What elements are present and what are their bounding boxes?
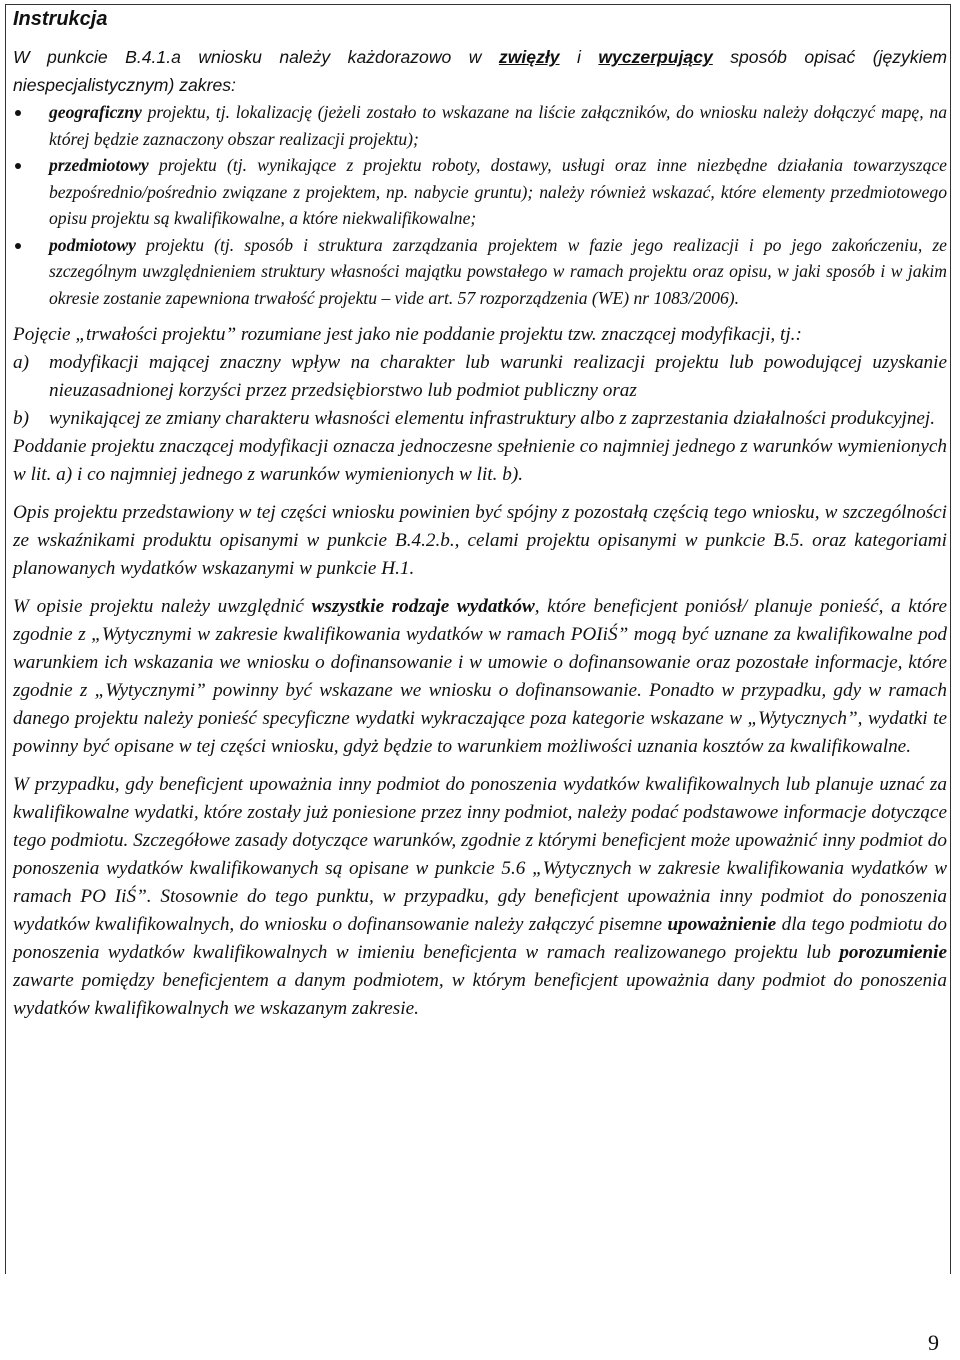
upow-bold-2: porozumienie: [839, 942, 947, 963]
trwalosc-paragraph: Pojęcie „trwałości projektu” rozumiane jest jako nie poddanie projektu tzw. znaczącej modyfikacji, tj.:: [13, 324, 802, 345]
intro-paragraph: [13, 43, 947, 99]
condition-b: [13, 405, 947, 433]
condition-a: [13, 349, 947, 405]
intro-underline-1: zwięzły: [498, 47, 560, 67]
intro-text-c: sposób opisać (językiem niespecjalistycznym) zakres:: [13, 47, 948, 95]
upow-text-c: zawarte pomiędzy beneficjentem a danym podmiotem, w którym beneficjent upoważnia dany podmiot do ponoszenia wydatków kwalifikowalnych we wskazanym zakresie.: [13, 970, 947, 1019]
upow-text-a: W przypadku, gdy beneficjent upoważnia inny podmiot do ponoszenia wydatków kwalifikowalnych lub planuje uznać za kwalifikowalne wydatki, które zostały już poniesione przez inny podmiot, należy podać podstawowe informacje dotyczące tego podmiotu. Szczegółowe zasady dotyczące warunków, zgodnie z którymi beneficjent może upoważnić inny podmiot do ponoszenia wydatków kwalifikowanych są opisane w punkcie 5.6 „Wytycznych w zakresie kwalifikowania wydatków w ramach PO IiŚ”. Stosownie do tego punktu, w przypadku, gdy beneficjent upoważnia inny podmiot do ponoszenia wydatków kwalifikowalnych, do wniosku o dofinansowanie należy załączyć pisemne: [13, 774, 947, 935]
wydatki-text-a: W opisie projektu należy uwzględnić: [13, 596, 312, 617]
bullet-text: projektu (tj. wynikające z projektu roboty, dostawy, usługi oraz inne niezbędne działania towarzyszące bezpośrednio/pośrednio związane z projektem, np. nabycie gruntu); należy również wskazać, które elementy przedmiotowego opisu projektu są kwalifikowalne, a które niekwalifikowalne;: [49, 155, 947, 228]
list-item: [13, 232, 947, 312]
list-item: [13, 99, 947, 152]
upow-text-b: dla tego podmiotu do ponoszenia wydatków kwalifikowalnych w imieniu beneficjenta w ramach realizowanego projektu lub: [13, 914, 947, 963]
intro-text-b: i: [559, 47, 599, 67]
poddanie-paragraph: Poddanie projektu znaczącej modyfikacji oznacza jednoczesne spełnienie co najmniej jednego z warunków wymienionych w lit. a) i co najmniej jednego z warunków wymienionych w lit. b).: [13, 436, 947, 485]
condition-b-marker: b): [13, 408, 29, 429]
bullet-bold: geograficzny: [49, 102, 142, 122]
list-item: [13, 152, 947, 232]
condition-a-text: modyfikacji mającej znaczny wpływ na charakter lub warunki realizacji projektu lub powodującej uzyskanie nieuzasadnionej korzyści przez przedsiębiorstwo lub podmiot publiczny oraz: [49, 352, 947, 401]
bullet-text: projektu (tj. sposób i struktura zarządzania projektem w fazie jego realizacji i po jego zakończeniu, ze szczególnym uwzględnieniem struktury własności majątku powstałego w ramach projektu oraz opisu, w jaki sposób i w jakim okresie zostanie zapewniona trwałość projektu – vide art. 57 rozporządzenia (WE) nr 1083/2006).: [49, 234, 947, 308]
bullet-icon: [15, 163, 21, 169]
bullet-icon: [15, 243, 21, 249]
opis-paragraph: Opis projektu przedstawiony w tej części wniosku powinien być spójny z pozostałą częścią tego wniosku, w szczególności ze wskaźnikami produktu opisanymi w punkcie B.4.2.b., celami projektu opisanymi w punkcie B.5. oraz kategoriami planowanych wydatków wskazanymi w punkcie H.1.: [13, 502, 947, 579]
scope-list: [13, 99, 947, 311]
bullet-bold: przedmiotowy: [49, 155, 149, 175]
wydatki-paragraph: [13, 593, 947, 761]
bullet-text: projektu, tj. lokalizację (jeżeli zostało to wskazane na liście załączników, do wniosku należy dołączyć mapę, na której będzie zaznaczony obszar realizacji projektu);: [49, 102, 947, 149]
condition-b-text: wynikającej ze zmiany charakteru własności elementu infrastruktury albo z zaprzestania działalności produkcyjnej.: [49, 408, 936, 429]
condition-a-marker: a): [13, 352, 29, 373]
wydatki-bold: wszystkie rodzaje wydatków: [311, 596, 535, 617]
instruction-title: Instrukcja: [13, 8, 108, 30]
wydatki-text-b: , które beneficjent poniósł/ planuje ponieść, a które zgodnie z „Wytycznymi w zakresie kwalifikowania wydatków w ramach POIiŚ” mogą być uznane za kwalifikowalne pod warunkiem ich wskazania we wniosku o dofinansowanie i w umowie o dofinansowanie oraz pozostałe informacje, które zgodnie z „Wytycznymi” powinny być wskazane we wniosku o dofinansowanie. Ponadto w przypadku, gdy w ramach danego projektu należy ponieść specyficzne wydatki wykraczające poza kategorie wskazane w „Wytycznych”, wydatki te powinny być opisane w tej części wniosku, gdyż będzie to warunkiem możliwości uznania kosztów za kwalifikowalne.: [13, 596, 947, 757]
bullet-icon: [15, 110, 21, 116]
upow-bold-1: upoważnienie: [667, 914, 777, 935]
intro-underline-2: wyczerpujący: [598, 47, 713, 67]
page-number: 9: [928, 1330, 939, 1355]
instruction-content: [13, 8, 947, 1023]
bullet-bold: podmiotowy: [49, 234, 136, 255]
upowaznienie-paragraph: [13, 771, 947, 1023]
intro-text-a: W punkcie B.4.1.a wniosku należy każdorazowo w: [13, 47, 499, 67]
